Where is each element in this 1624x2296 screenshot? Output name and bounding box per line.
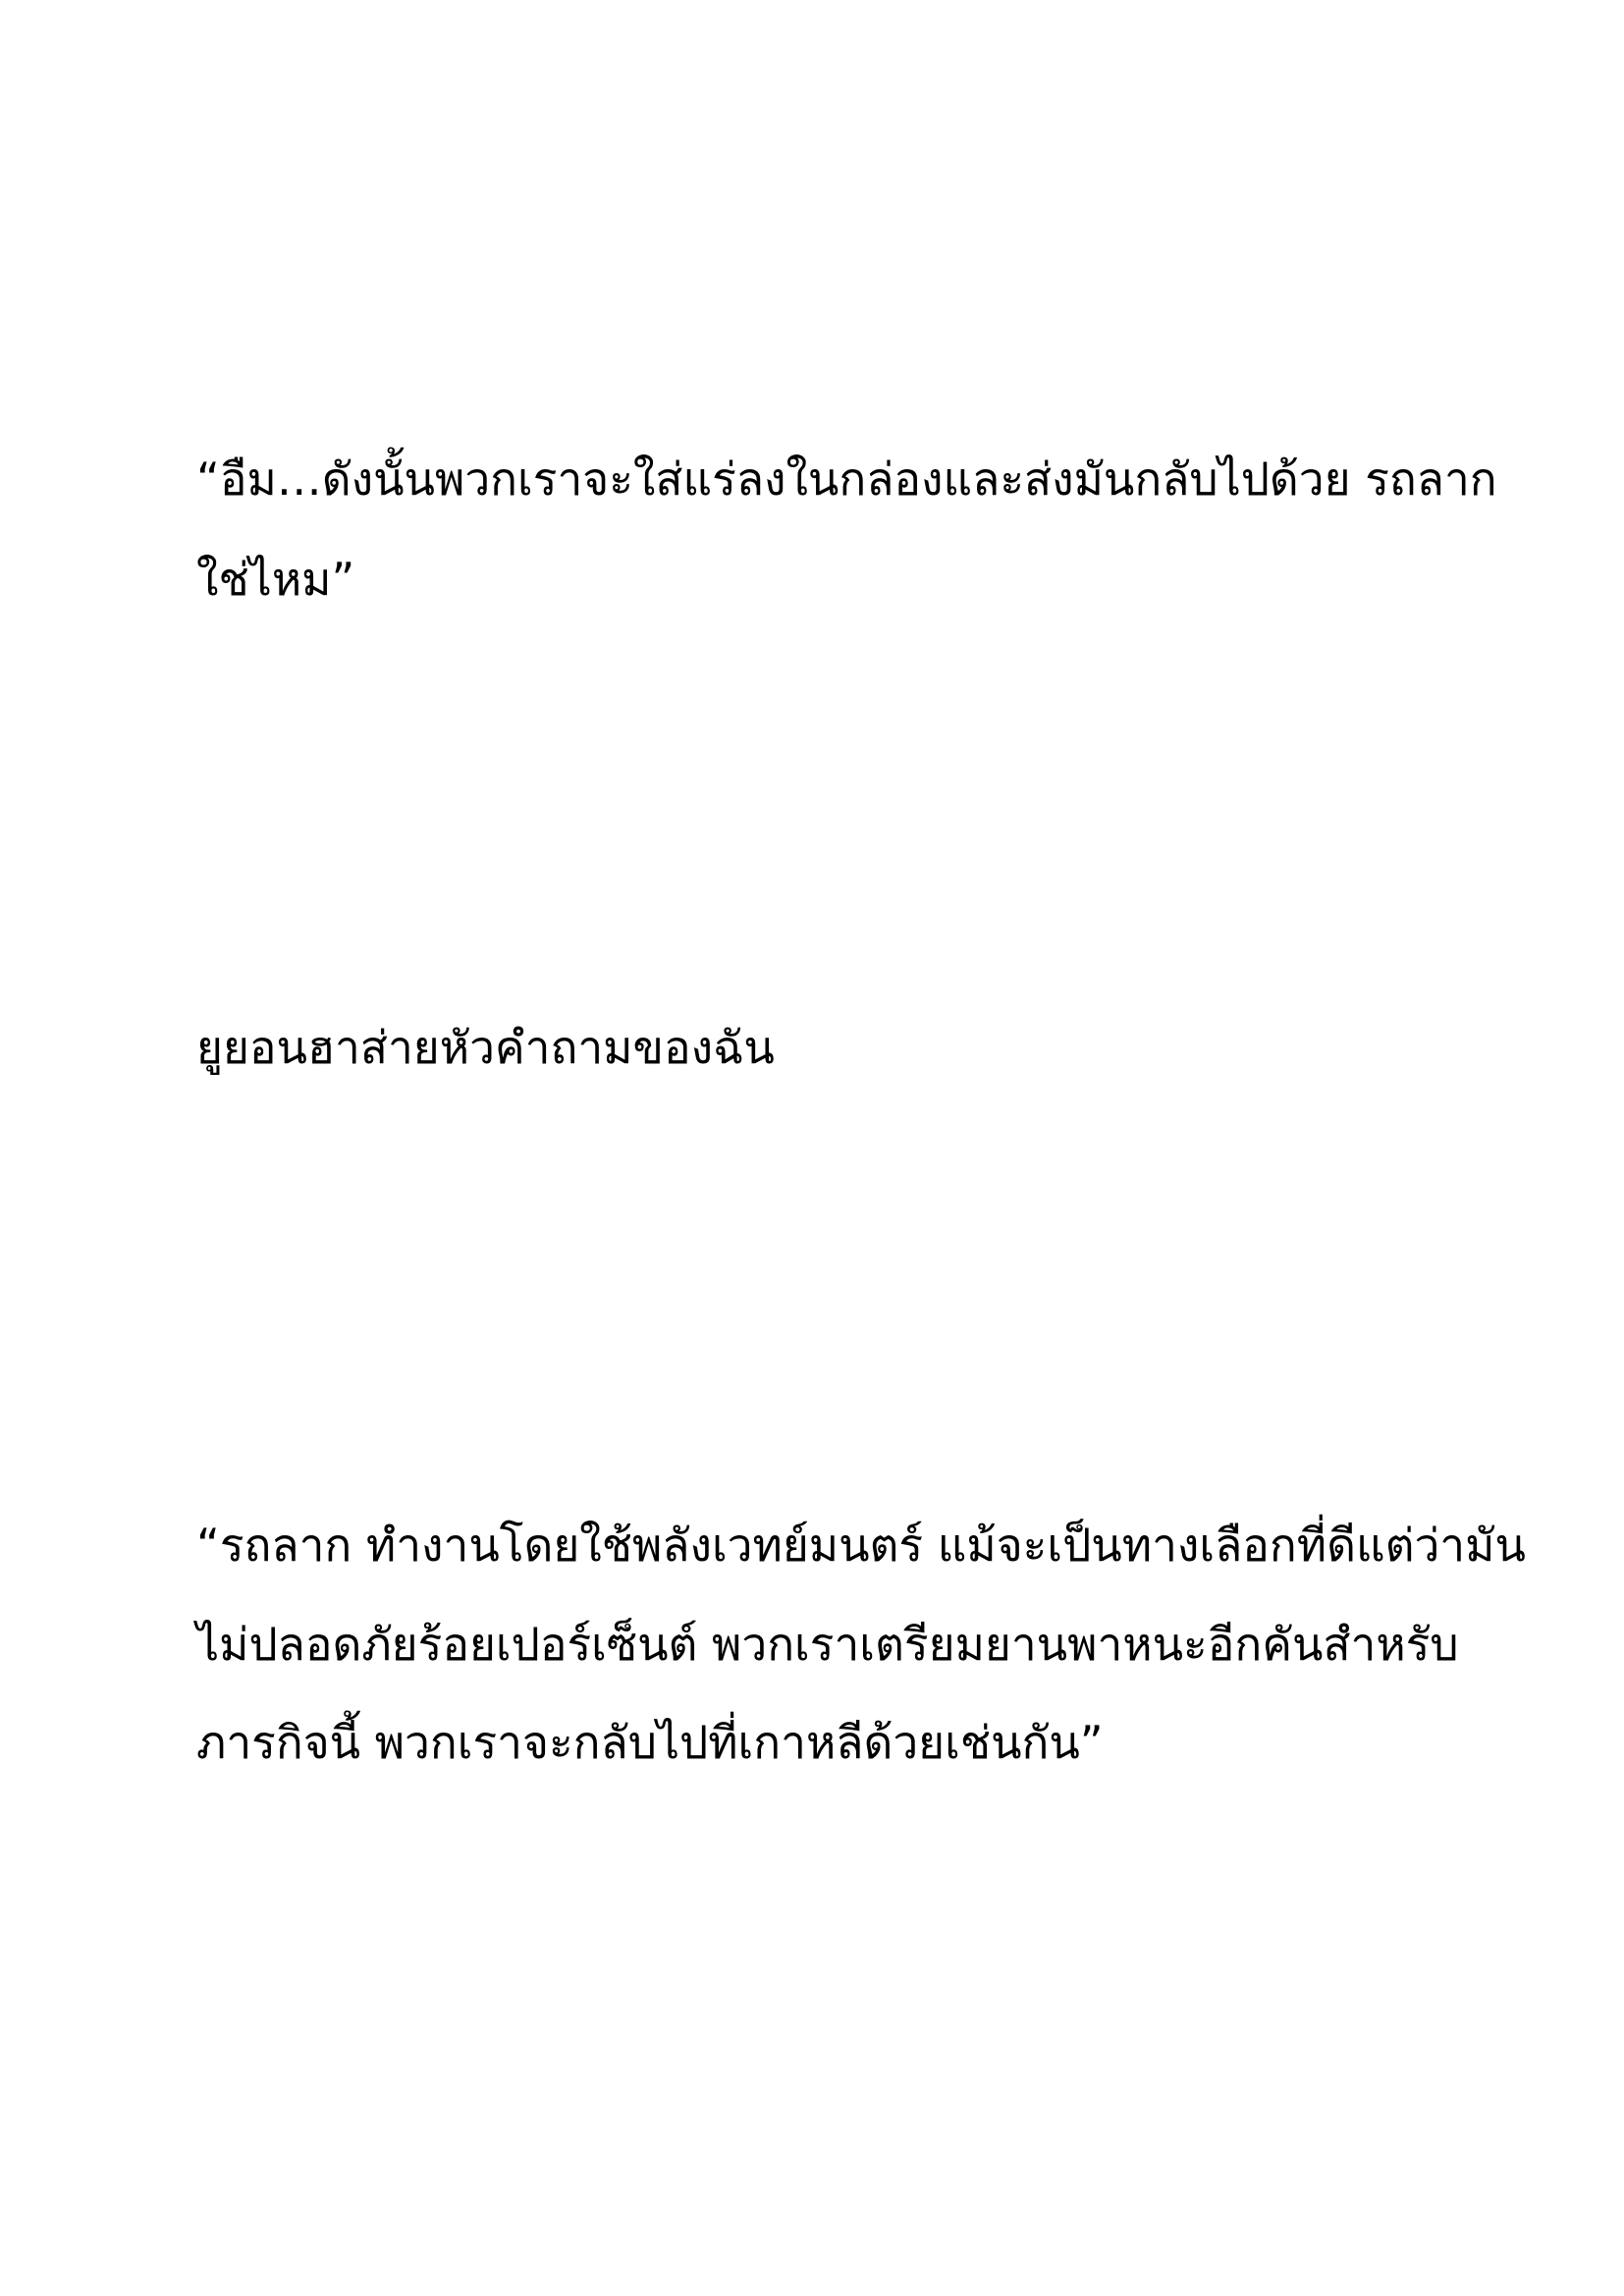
text-line: ใช่ไหม” <box>196 553 355 606</box>
text-line: “อืม…ดังนั้นพวกเราจะใส่แร่ลงในกล่องและส่งมันกลับไปด้วย รถลาก <box>196 453 1497 506</box>
text-line: ภารกิจนี้ พวกเราจะกลับไปที่เกาหลีด้วยเช่นกัน” <box>196 1716 1104 1769</box>
text-line: “รถลาก ทำงานโดยใช้พลังเวทย์มนตร์ แม้จะเป็นทางเลือกที่ดีแต่ว่ามัน <box>196 1519 1526 1572</box>
text-line: ยูยอนฮาส่ายหัวคำถามของฉัน <box>196 1021 775 1074</box>
text-line: ไม่ปลอดภัยร้อยเปอร์เซ็นต์ พวกเราเตรียมยานพาหนะอีกคันสำหรับ <box>196 1618 1459 1671</box>
